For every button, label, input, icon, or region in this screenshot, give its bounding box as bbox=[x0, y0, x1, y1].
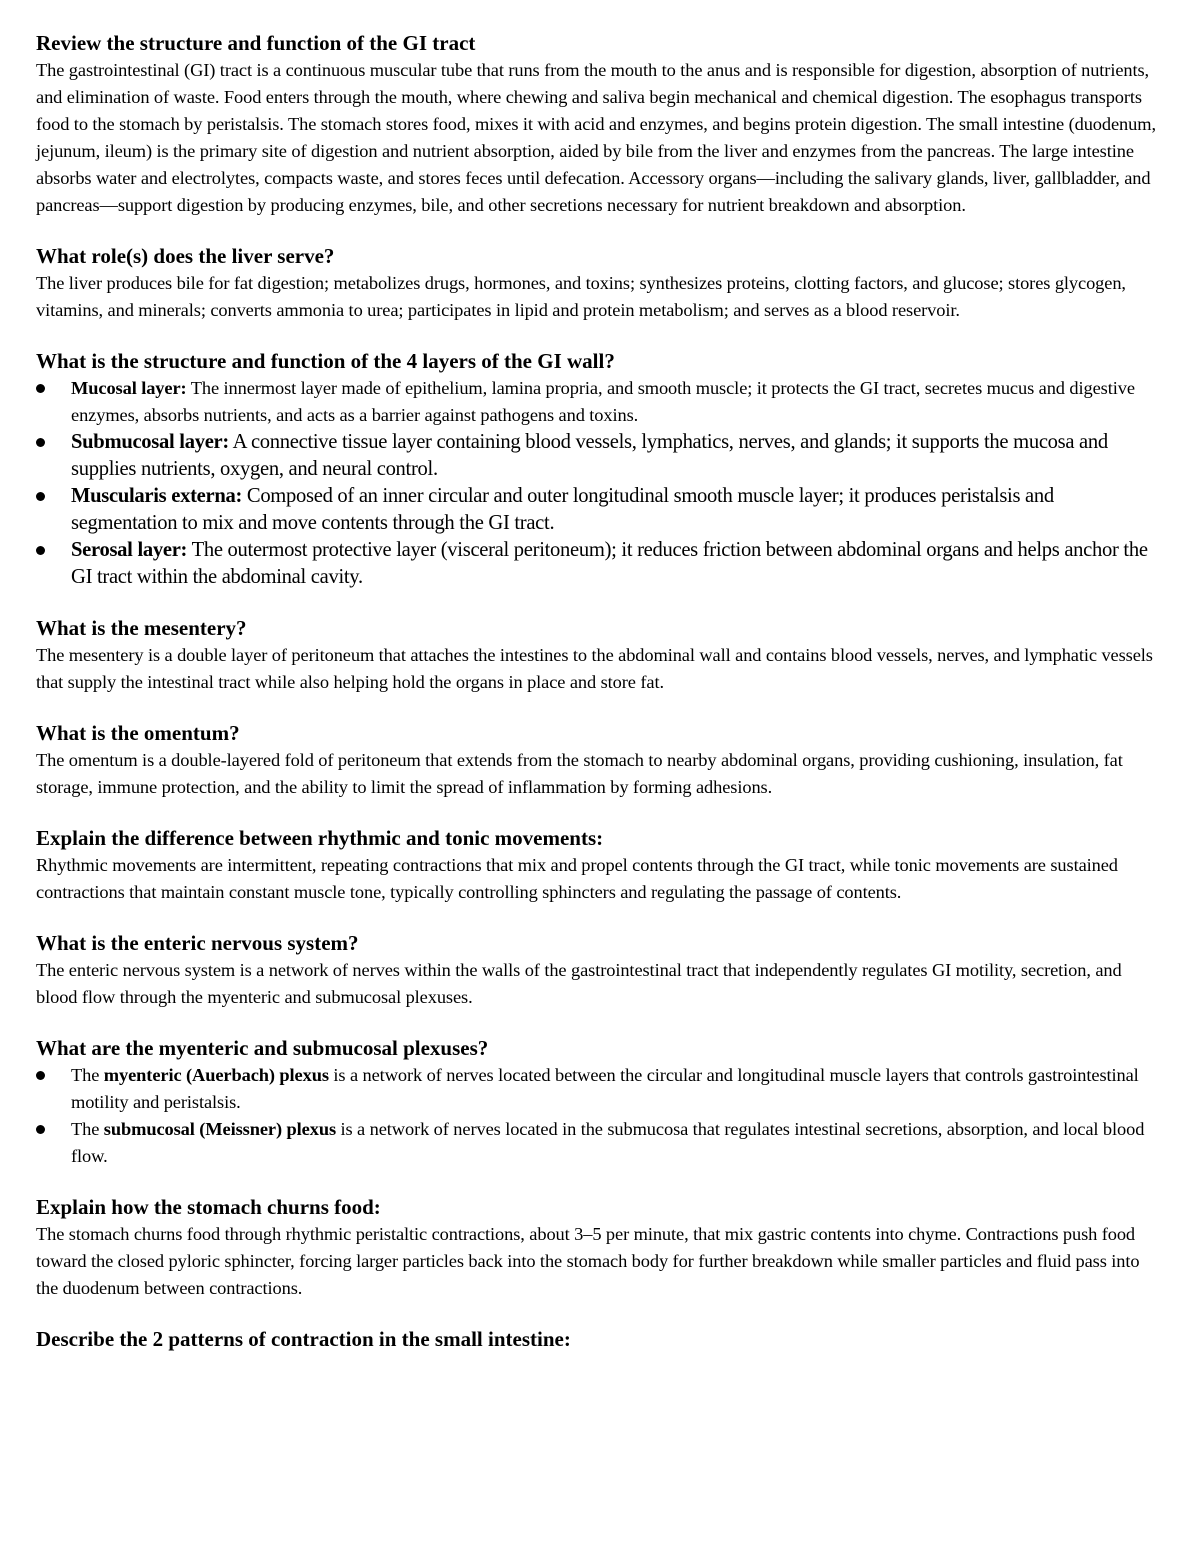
term-muscularis-externa: Muscularis externa: bbox=[71, 485, 243, 507]
layers-list bbox=[36, 375, 1164, 591]
paragraph-stomach-churning: The stomach churns food through rhythmic peristaltic contractions, about 3–5 per minute, that mix gastric contents into chyme. Contractions push food toward the closed pyloric sphincter, forcing larger particles back into the stomach body for further breakdown while smaller particles and fluid pass into the duodenum between contractions. bbox=[36, 1224, 1140, 1298]
paragraph-mesentery: The mesentery is a double layer of peritoneum that attaches the intestines to the abdominal wall and contains blood vessels, nerves, and lymphatic vessels that supply the intestinal tract while also helping hold the organs in place and store fat. bbox=[36, 645, 1153, 692]
text-muscularis-externa: Composed of an inner circular and outer longitudinal smooth muscle layer; it produces peristalsis and segmentation to mix and move contents through the GI tract. bbox=[71, 485, 1054, 534]
heading-omentum: What is the omentum? bbox=[36, 721, 240, 745]
section-gi-tract bbox=[36, 30, 1164, 219]
prefix-myenteric-plexus: The bbox=[71, 1065, 104, 1085]
section-small-intestine bbox=[36, 1326, 1164, 1353]
text-myenteric-plexus: is a network of nerves located between the circular and longitudinal muscle layers that controls gastrointestinal motility and peristalsis. bbox=[71, 1065, 1139, 1112]
paragraph-omentum: The omentum is a double-layered fold of peritoneum that extends from the stomach to nearby abdominal organs, providing cushioning, insulation, fat storage, immune protection, and the ability to limit the spread of inflammation by forming adhesions. bbox=[36, 750, 1123, 797]
paragraph-gi-tract: The gastrointestinal (GI) tract is a continuous muscular tube that runs from the mouth to the anus and is responsible for digestion, absorption of nutrients, and elimination of waste. Food enters through the mouth, where chewing and saliva begin mechanical and chemical digestion. The esophagus transports food to the stomach by peristalsis. The stomach stores food, mixes it with acid and enzymes, and begins protein digestion. The small intestine (duodenum, jejunum, ileum) is the primary site of digestion and nutrient absorption, aided by bile from the liver and enzymes from the pancreas. The large intestine absorbs water and electrolytes, compacts waste, and stores feces until defecation. Accessory organs—including the salivary glands, liver, gallbladder, and pancreas—support digestion by producing enzymes, bile, and other secretions necessary for nutrient breakdown and absorption. bbox=[36, 60, 1156, 215]
text-submucosal-plexus: is a network of nerves located in the submucosa that regulates intestinal secretions, absorption, and local blood flow. bbox=[71, 1119, 1145, 1166]
section-liver bbox=[36, 243, 1164, 324]
text-submucosal-layer: A connective tissue layer containing blood vessels, lymphatics, nerves, and glands; it supports the mucosa and supplies nutrients, oxygen, and neural control. bbox=[71, 431, 1108, 480]
text-serosal-layer: The outermost protective layer (visceral peritoneum); it reduces friction between abdominal organs and helps anchor the GI tract within the abdominal cavity. bbox=[71, 539, 1148, 588]
section-enteric-nervous-system bbox=[36, 930, 1164, 1011]
section-omentum bbox=[36, 720, 1164, 801]
paragraph-enteric-nervous-system: The enteric nervous system is a network of nerves within the walls of the gastrointestinal tract that independently regulates GI motility, secretion, and blood flow through the myenteric and submucosal plexuses. bbox=[36, 960, 1122, 1007]
heading-small-intestine: Describe the 2 patterns of contraction in the small intestine: bbox=[36, 1327, 571, 1351]
plexuses-list bbox=[36, 1062, 1164, 1170]
bullet-icon bbox=[36, 1071, 45, 1080]
bullet-icon bbox=[36, 438, 45, 447]
term-submucosal-plexus: submucosal (Meissner) plexus bbox=[103, 1119, 336, 1139]
list-item-myenteric-plexus bbox=[36, 1062, 1164, 1116]
term-myenteric-plexus: myenteric (Auerbach) plexus bbox=[103, 1065, 329, 1085]
section-stomach-churning bbox=[36, 1194, 1164, 1302]
heading-gi-wall-layers: What is the structure and function of the 4 layers of the GI wall? bbox=[36, 349, 615, 373]
bullet-icon bbox=[36, 384, 45, 393]
list-item-serosal-layer bbox=[36, 537, 1164, 591]
bullet-icon bbox=[36, 492, 45, 501]
paragraph-movements: Rhythmic movements are intermittent, repeating contractions that mix and propel contents through the GI tract, while tonic movements are sustained contractions that maintain constant muscle tone, typically controlling sphincters and regulating the passage of contents. bbox=[36, 855, 1118, 902]
text-mucosal-layer: The innermost layer made of epithelium, lamina propria, and smooth muscle; it protects the GI tract, secretes mucus and digestive enzymes, absorbs nutrients, and acts as a barrier against pathogens and toxins. bbox=[71, 378, 1135, 425]
heading-liver: What role(s) does the liver serve? bbox=[36, 244, 335, 268]
prefix-submucosal-plexus: The bbox=[71, 1119, 104, 1139]
section-gi-wall-layers bbox=[36, 348, 1164, 591]
list-item-submucosal-layer bbox=[36, 429, 1164, 483]
paragraph-liver: The liver produces bile for fat digestion; metabolizes drugs, hormones, and toxins; synthesizes proteins, clotting factors, and glucose; stores glycogen, vitamins, and minerals; converts ammonia to urea; participates in lipid and protein metabolism; and serves as a blood reservoir. bbox=[36, 273, 1126, 320]
heading-mesentery: What is the mesentery? bbox=[36, 616, 247, 640]
bullet-icon bbox=[36, 546, 45, 555]
list-item-submucosal-plexus bbox=[36, 1116, 1164, 1170]
bullet-icon bbox=[36, 1125, 45, 1134]
heading-movements: Explain the difference between rhythmic and tonic movements: bbox=[36, 826, 604, 850]
section-plexuses bbox=[36, 1035, 1164, 1170]
heading-enteric-nervous-system: What is the enteric nervous system? bbox=[36, 931, 359, 955]
heading-plexuses: What are the myenteric and submucosal plexuses? bbox=[36, 1036, 489, 1060]
list-item-muscularis-externa bbox=[36, 483, 1164, 537]
list-item-mucosal-layer bbox=[36, 375, 1164, 429]
term-submucosal-layer: Submucosal layer: bbox=[71, 431, 229, 453]
term-serosal-layer: Serosal layer: bbox=[71, 539, 188, 561]
section-movements bbox=[36, 825, 1164, 906]
heading-stomach-churning: Explain how the stomach churns food: bbox=[36, 1195, 381, 1219]
section-mesentery bbox=[36, 615, 1164, 696]
term-mucosal-layer: Mucosal layer: bbox=[71, 378, 187, 398]
heading-gi-tract: Review the structure and function of the GI tract bbox=[36, 31, 476, 55]
